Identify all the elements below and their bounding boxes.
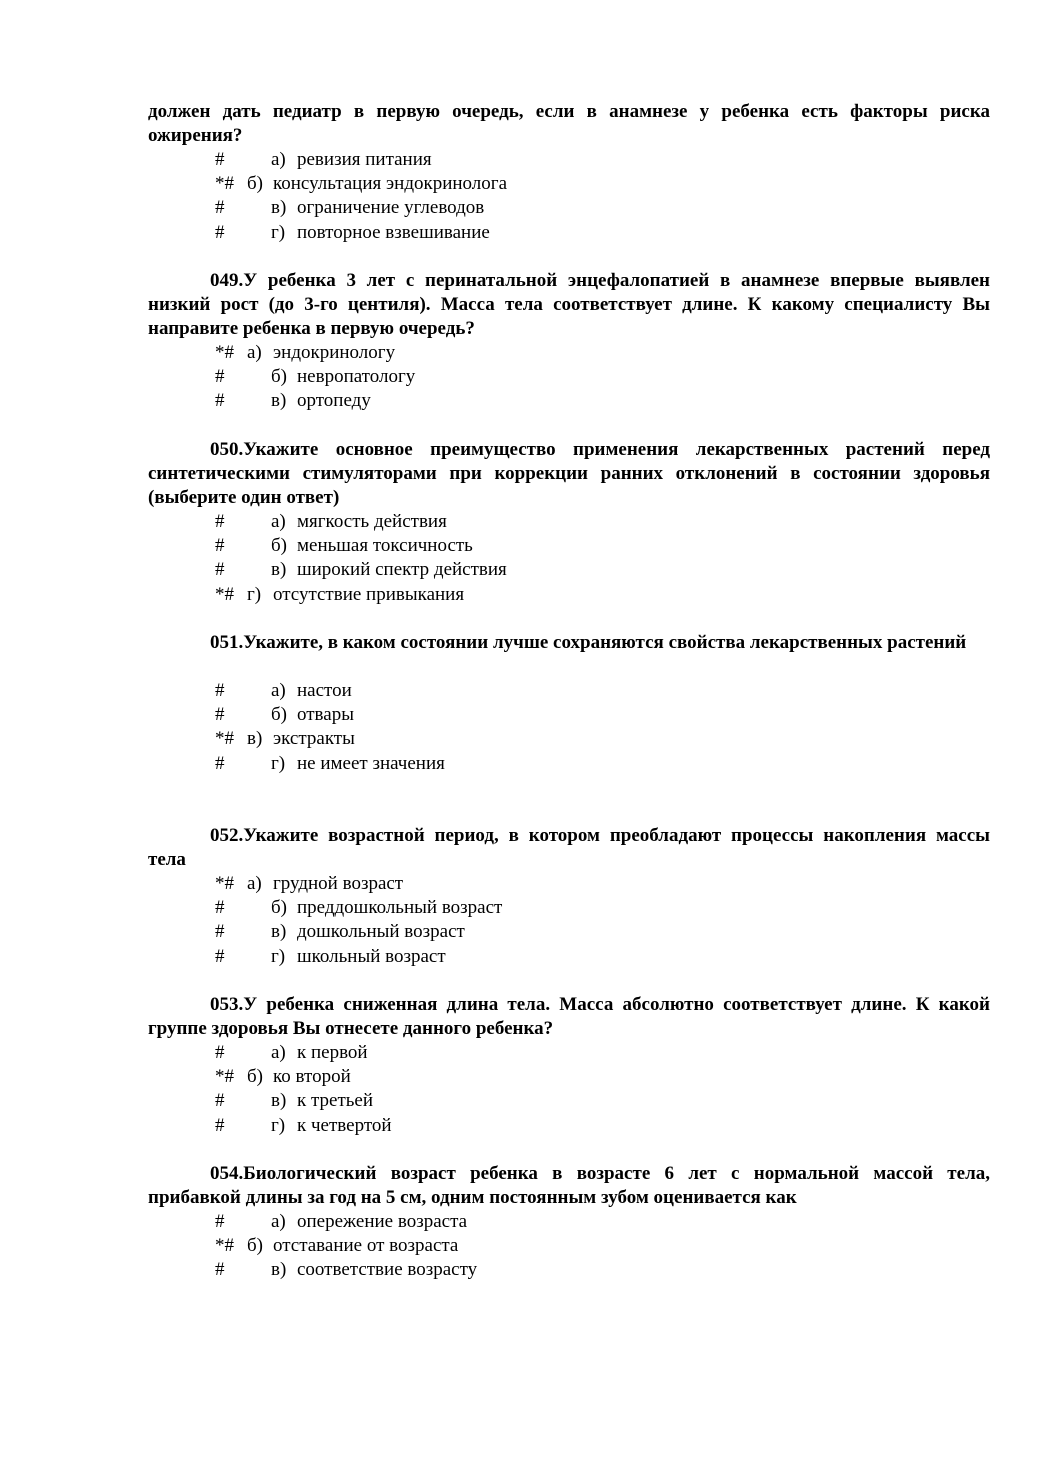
option-text: отставание от возраста	[273, 1235, 459, 1257]
answer-option	[0, 196, 1039, 220]
question-body: У ребенка 3 лет с перинатальной энцефалопатией в анамнезе впервые выявлен низкий рост (до 3-го центиля). Масса тела соответствует длине. К какому специалисту Вы направите ребенка в первую очередь?	[148, 270, 990, 340]
option-letter: б)	[247, 173, 263, 195]
question-number: 049.	[210, 270, 244, 291]
answer-option	[0, 679, 1039, 703]
option-text: экстракты	[273, 728, 355, 750]
option-letter: а)	[271, 511, 286, 532]
option-letter: г)	[247, 583, 262, 605]
question-body: У ребенка сниженная длина тела. Масса абсолютно соответствует длине. К какой группе здоровья Вы отнесете данного ребенка?	[148, 994, 990, 1040]
option-mark: #	[215, 1090, 225, 1112]
option-mark: #	[215, 921, 225, 943]
option-text: повторное взвешивание	[297, 221, 490, 243]
option-mark: #	[215, 752, 225, 774]
option-letter: в)	[271, 559, 287, 581]
option-text: мягкость действия	[297, 511, 447, 532]
option-text: к третьей	[297, 1090, 374, 1112]
answer-option	[0, 558, 1039, 582]
option-letter: г)	[271, 221, 286, 243]
option-text: отвары	[297, 704, 354, 726]
question-body: должен дать педиатр в первую очередь, если в анамнезе у ребенка есть факторы риска ожирения?	[148, 101, 990, 147]
question-051	[148, 631, 990, 655]
answer-option	[0, 1041, 1039, 1065]
answer-option	[0, 389, 1039, 413]
question-049	[148, 269, 990, 342]
option-text: ограничение углеводов	[297, 197, 485, 219]
option-letter: г)	[271, 752, 286, 774]
option-text: широкий спектр действия	[297, 559, 507, 581]
option-mark: #	[215, 390, 225, 412]
question-number: 054.	[210, 1163, 244, 1184]
question-number: 053.	[210, 994, 244, 1015]
option-text: ко второй	[273, 1066, 351, 1088]
option-text: соответствие возрасту	[297, 1259, 478, 1281]
option-mark: #	[215, 366, 225, 388]
option-mark: *#	[215, 1235, 234, 1257]
option-mark: #	[215, 1259, 225, 1281]
answer-options	[0, 1041, 1039, 1138]
option-mark: #	[215, 680, 225, 701]
question-053	[148, 993, 990, 1041]
answer-option	[0, 920, 1039, 944]
answer-option	[0, 945, 1039, 969]
option-letter: б)	[247, 1066, 263, 1088]
answer-options	[0, 510, 1039, 607]
option-text: эндокринологу	[273, 342, 396, 363]
answer-option	[0, 896, 1039, 920]
answer-options	[0, 1210, 1039, 1283]
answer-option	[0, 1258, 1039, 1282]
option-letter: г)	[271, 945, 286, 967]
option-letter: в)	[271, 1259, 287, 1281]
option-letter: б)	[247, 1235, 263, 1257]
answer-option-correct	[0, 727, 1039, 751]
answer-option-correct	[0, 583, 1039, 607]
option-text: невропатологу	[297, 366, 416, 388]
option-mark: #	[215, 1114, 225, 1136]
answer-options	[0, 148, 1039, 245]
option-letter: а)	[271, 1042, 286, 1063]
option-letter: б)	[271, 897, 287, 919]
question-052	[148, 824, 990, 872]
answer-option	[0, 703, 1039, 727]
answer-option	[0, 1089, 1039, 1113]
option-text: школьный возраст	[297, 945, 446, 967]
question-054	[148, 1162, 990, 1210]
option-mark: #	[215, 535, 225, 557]
question-body: Укажите основное преимущество применения лекарственных растений перед синтетическими стимуляторами при коррекции ранних отклонений в состоянии здоровья (выберите один ответ)	[148, 439, 990, 509]
option-mark: #	[215, 559, 225, 581]
question-body: Биологический возраст ребенка в возрасте 6 лет с нормальной массой тела, прибавкой длины за год на 5 см, одним постоянным зубом оценивается как	[148, 1163, 990, 1209]
question-number: 050.	[210, 439, 244, 460]
option-letter: а)	[247, 873, 262, 894]
option-text: консультация эндокринолога	[273, 173, 508, 195]
answer-option	[0, 1210, 1039, 1234]
option-mark: *#	[215, 583, 234, 605]
answer-option	[0, 752, 1039, 776]
option-text: меньшая токсичность	[297, 535, 473, 557]
answer-option	[0, 365, 1039, 389]
option-text: ревизия питания	[297, 149, 432, 170]
option-mark: #	[215, 897, 225, 919]
answer-options	[0, 679, 1039, 776]
answer-option	[0, 148, 1039, 172]
option-mark: *#	[215, 873, 234, 894]
option-letter: б)	[271, 535, 287, 557]
option-mark: #	[215, 1042, 225, 1063]
question-body: Укажите, в каком состоянии лучше сохраняются свойства лекарственных растений	[243, 632, 967, 653]
option-letter: а)	[247, 342, 262, 363]
option-letter: а)	[271, 149, 286, 170]
option-text: настои	[297, 680, 352, 701]
answer-options	[0, 341, 1039, 414]
option-text: грудной возраст	[273, 873, 404, 894]
option-mark: #	[215, 511, 225, 532]
option-letter: в)	[271, 390, 287, 412]
question-body: Укажите возрастной период, в котором преобладают процессы накопления массы тела	[148, 825, 990, 871]
option-letter: в)	[247, 728, 263, 750]
question-text	[148, 100, 990, 148]
option-text: не имеет значения	[297, 752, 445, 774]
option-mark: #	[215, 704, 225, 726]
option-mark: #	[215, 1211, 225, 1232]
option-text: опережение возраста	[297, 1211, 468, 1232]
answer-option-correct	[0, 1234, 1039, 1258]
answer-option	[0, 534, 1039, 558]
option-text: ортопеду	[297, 390, 371, 412]
answer-option-correct	[0, 341, 1039, 365]
option-text: к четвертой	[297, 1114, 392, 1136]
option-letter: в)	[271, 921, 287, 943]
option-mark: #	[215, 221, 225, 243]
option-text: преддошкольный возраст	[297, 897, 503, 919]
option-text: отсутствие привыкания	[273, 583, 465, 605]
option-letter: а)	[271, 1211, 286, 1232]
option-text: дошкольный возраст	[297, 921, 465, 943]
option-mark: *#	[215, 728, 234, 750]
option-mark: *#	[215, 173, 234, 195]
option-mark: #	[215, 945, 225, 967]
option-mark: *#	[215, 342, 234, 363]
answer-option	[0, 221, 1039, 245]
option-letter: в)	[271, 1090, 287, 1112]
question-number: 052.	[210, 825, 244, 846]
answer-option	[0, 510, 1039, 534]
option-letter: а)	[271, 680, 286, 701]
question-050	[148, 438, 990, 511]
option-letter: б)	[271, 704, 287, 726]
question-number: 051.	[210, 632, 244, 653]
option-mark: #	[215, 149, 225, 170]
answer-options	[0, 872, 1039, 969]
option-letter: б)	[271, 366, 287, 388]
answer-option-correct	[0, 1065, 1039, 1089]
answer-option-correct	[0, 172, 1039, 196]
option-mark: #	[215, 197, 225, 219]
option-mark: *#	[215, 1066, 234, 1088]
option-text: к первой	[297, 1042, 368, 1063]
answer-option	[0, 1114, 1039, 1138]
option-letter: в)	[271, 197, 287, 219]
option-letter: г)	[271, 1114, 286, 1136]
answer-option-correct	[0, 872, 1039, 896]
